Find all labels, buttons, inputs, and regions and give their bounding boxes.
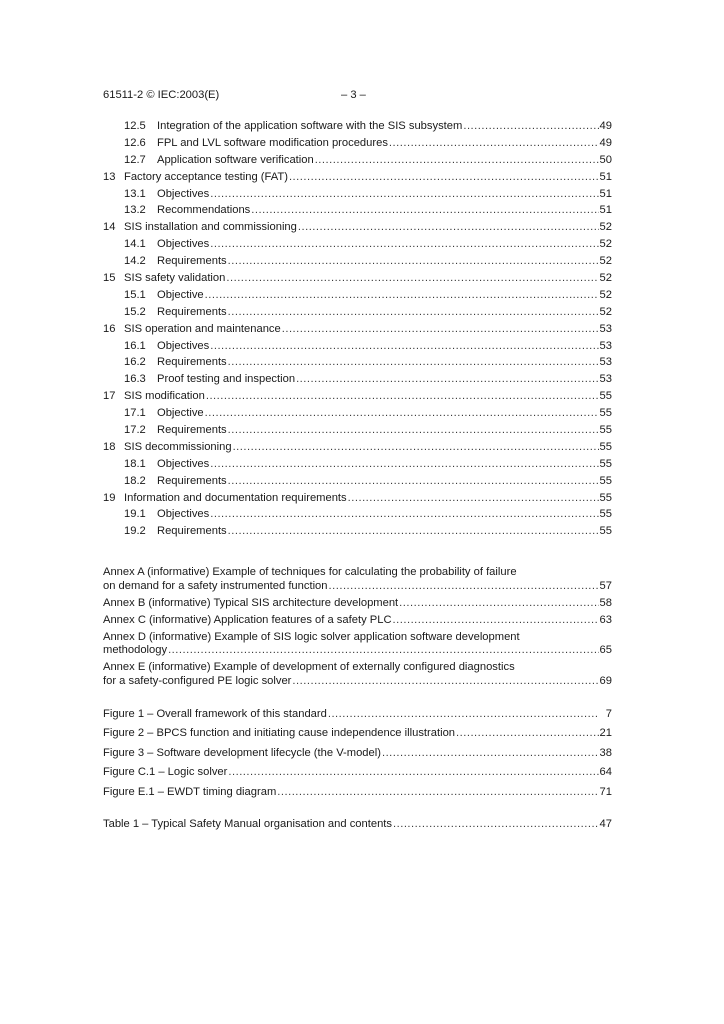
toc-section-number: 19.2 <box>124 525 146 538</box>
toc-section-page: 55 <box>599 525 612 538</box>
toc-section-page: 53 <box>599 373 612 386</box>
toc-section-page: 53 <box>599 322 612 335</box>
toc-section-number: 16.3 <box>124 373 146 386</box>
toc-annexes <box>103 566 612 688</box>
toc-section-entry[interactable] <box>103 304 612 321</box>
toc-annex-c[interactable] <box>103 614 612 628</box>
figure-title: Figure 3 – Software development lifecycle (the V-model) <box>103 746 381 759</box>
table-entry[interactable] <box>103 815 612 835</box>
toc-section-number: 16 <box>103 322 116 335</box>
toc-section-entry[interactable] <box>103 118 612 135</box>
toc-section-title: Integration of the application software with the SIS subsystem <box>157 120 463 132</box>
annex-b-page: 58 <box>599 596 612 609</box>
figure-page: 64 <box>599 766 612 779</box>
toc-section-entry[interactable] <box>103 338 612 355</box>
toc-section-title: SIS installation and commissioning <box>124 221 297 234</box>
toc-section-entry[interactable] <box>103 490 612 507</box>
toc-section-number: 12.6 <box>124 136 146 149</box>
toc-section-entry[interactable] <box>103 439 612 456</box>
figure-page: 7 <box>605 707 612 720</box>
toc-section-page: 55 <box>599 407 612 420</box>
toc-section-page: 55 <box>599 474 612 487</box>
toc-section-page: 52 <box>599 305 612 318</box>
toc-section-page: 52 <box>599 288 612 301</box>
toc-section-title: Recommendations <box>157 204 251 217</box>
annex-a-line1: Annex A (informative) Example of techniques for calculating the probability of failure <box>103 566 517 579</box>
toc-section-number: 13.2 <box>124 204 146 217</box>
toc-section-title: Objectives <box>157 508 210 521</box>
toc-section-number: 14.1 <box>124 238 146 251</box>
page-number: – 3 – <box>341 89 366 101</box>
toc-section-page: 51 <box>599 170 612 183</box>
toc-section-page: 53 <box>599 339 612 352</box>
figure-title: Figure 1 – Overall framework of this standard <box>103 707 327 720</box>
annex-d-line1: Annex D (informative) Example of SIS logic solver application software development <box>103 630 520 643</box>
toc-section-number: 19.1 <box>124 508 146 521</box>
toc-section-title: Requirements <box>157 474 227 487</box>
toc-section-number: 16.1 <box>124 339 146 352</box>
toc-section-entry[interactable] <box>103 506 612 523</box>
toc-section-title: Objective <box>157 407 204 420</box>
figure-entry[interactable] <box>103 705 612 725</box>
toc-section-page: 52 <box>599 221 612 234</box>
toc-section-entry[interactable] <box>103 456 612 473</box>
toc-section-title: SIS modification <box>124 390 205 403</box>
toc-section-number: 19 <box>103 491 116 504</box>
figure-page: 21 <box>599 727 612 740</box>
annex-b-title: Annex B (informative) Typical SIS architecture development <box>103 596 399 609</box>
toc-section-title: Information and documentation requirements <box>124 491 347 504</box>
toc-section-page: 52 <box>599 238 612 251</box>
annex-c-page: 63 <box>599 613 612 626</box>
toc-section-number: 13.1 <box>124 187 146 200</box>
toc-section-title: Factory acceptance testing (FAT) <box>124 170 288 183</box>
figure-entry[interactable] <box>103 724 612 744</box>
annex-a-line2: on demand for a safety instrumented function <box>103 579 328 592</box>
toc-section-entry[interactable] <box>103 371 612 388</box>
toc-section-page: 55 <box>599 424 612 437</box>
figure-title: Figure 2 – BPCS function and initiating cause independence illustration <box>103 727 456 740</box>
toc-section-title: FPL and LVL software modification procedures <box>157 136 388 149</box>
standard-reference: 61511-2 © IEC:2003(E) <box>103 89 220 101</box>
figure-entry[interactable] <box>103 744 612 764</box>
toc-section-title: Requirements <box>157 525 227 538</box>
annex-a-page: 57 <box>599 579 612 592</box>
toc-section-entry[interactable] <box>103 354 612 371</box>
figure-title: Figure C.1 – Logic solver <box>103 766 228 779</box>
toc-section-entry[interactable] <box>103 287 612 304</box>
toc-annex-e[interactable] <box>103 661 612 688</box>
toc-section-number: 17 <box>103 390 116 403</box>
toc-sections <box>103 118 612 540</box>
toc-section-page: 51 <box>599 187 612 200</box>
toc-section-page: 52 <box>599 272 612 285</box>
toc-section-entry[interactable] <box>103 405 612 422</box>
figure-page: 71 <box>599 785 612 798</box>
toc-section-page: 53 <box>599 356 612 369</box>
figure-entry[interactable] <box>103 763 612 783</box>
toc-section-number: 18.1 <box>124 457 146 470</box>
toc-section-page: 55 <box>599 508 612 521</box>
toc-tables <box>103 815 612 835</box>
toc-section-title: Requirements <box>157 424 227 437</box>
toc-section-title: Requirements <box>157 305 227 318</box>
toc-section-number: 12.7 <box>124 153 146 166</box>
toc-section-number: 17.2 <box>124 424 146 437</box>
toc-section-title: Objectives <box>157 187 210 200</box>
toc-section-title: SIS safety validation <box>124 272 226 285</box>
toc-section-page: 49 <box>599 120 612 132</box>
toc-section-page: 55 <box>599 390 612 403</box>
figure-entry[interactable] <box>103 783 612 803</box>
toc-section-number: 17.1 <box>124 407 146 420</box>
figure-page: 38 <box>599 746 612 759</box>
toc-section-number: 15 <box>103 272 116 285</box>
toc-section-page: 52 <box>599 255 612 268</box>
toc-section-title: Proof testing and inspection <box>157 373 296 386</box>
toc-section-number: 14 <box>103 221 116 234</box>
toc-section-title: Objectives <box>157 457 210 470</box>
annex-e-line2: for a safety-configured PE logic solver <box>103 674 292 687</box>
toc-section-number: 12.5 <box>124 120 146 132</box>
table-of-contents <box>103 118 612 835</box>
toc-section-number: 16.2 <box>124 356 146 369</box>
toc-section-number: 15.1 <box>124 288 146 301</box>
toc-section-title: SIS operation and maintenance <box>124 322 281 335</box>
toc-section-entry[interactable] <box>103 236 612 253</box>
toc-section-number: 14.2 <box>124 255 146 268</box>
toc-section-page: 55 <box>599 440 612 453</box>
toc-section-entry[interactable] <box>103 388 612 405</box>
page-header <box>103 89 623 103</box>
toc-section-title: Requirements <box>157 356 227 369</box>
toc-section-entry[interactable] <box>103 321 612 338</box>
toc-section-title: Objectives <box>157 238 210 251</box>
toc-section-page: 50 <box>599 153 612 166</box>
table-title: Table 1 – Typical Safety Manual organisation and contents <box>103 818 392 831</box>
toc-annex-d[interactable] <box>103 631 612 658</box>
toc-section-number: 18.2 <box>124 474 146 487</box>
toc-section-entry[interactable] <box>103 202 612 219</box>
toc-section-number: 15.2 <box>124 305 146 318</box>
toc-section-page: 55 <box>599 491 612 504</box>
toc-section-page: 55 <box>599 457 612 470</box>
toc-section-title: Requirements <box>157 255 227 268</box>
toc-section-entry[interactable] <box>103 422 612 439</box>
annex-d-line2: methodology <box>103 644 168 657</box>
table-page: 47 <box>599 818 612 831</box>
toc-section-page: 49 <box>599 136 612 149</box>
toc-section-entry[interactable] <box>103 169 612 186</box>
toc-annex-b[interactable] <box>103 597 612 611</box>
toc-section-title: SIS decommissioning <box>124 440 232 453</box>
toc-section-entry[interactable] <box>103 186 612 203</box>
toc-section-number: 18 <box>103 440 116 453</box>
toc-figures <box>103 705 612 803</box>
toc-section-page: 51 <box>599 204 612 217</box>
toc-section-entry[interactable] <box>103 473 612 490</box>
toc-section-title: Application software verification <box>157 153 314 166</box>
toc-section-entry[interactable] <box>103 152 612 169</box>
annex-e-line1: Annex E (informative) Example of development of externally configured diagnostics <box>103 661 515 674</box>
toc-section-title: Objectives <box>157 339 210 352</box>
toc-section-number: 13 <box>103 170 116 183</box>
annex-c-title: Annex C (informative) Application features of a safety PLC <box>103 613 392 626</box>
toc-section-entry[interactable] <box>103 270 612 287</box>
toc-section-entry[interactable] <box>103 523 612 540</box>
toc-section-entry[interactable] <box>103 219 612 236</box>
toc-section-entry[interactable] <box>103 135 612 152</box>
toc-annex-a[interactable] <box>103 566 612 593</box>
toc-section-entry[interactable] <box>103 253 612 270</box>
annex-e-page: 69 <box>599 674 612 687</box>
annex-d-page: 65 <box>599 644 612 657</box>
toc-section-title: Objective <box>157 288 204 301</box>
figure-title: Figure E.1 – EWDT timing diagram <box>103 785 277 798</box>
